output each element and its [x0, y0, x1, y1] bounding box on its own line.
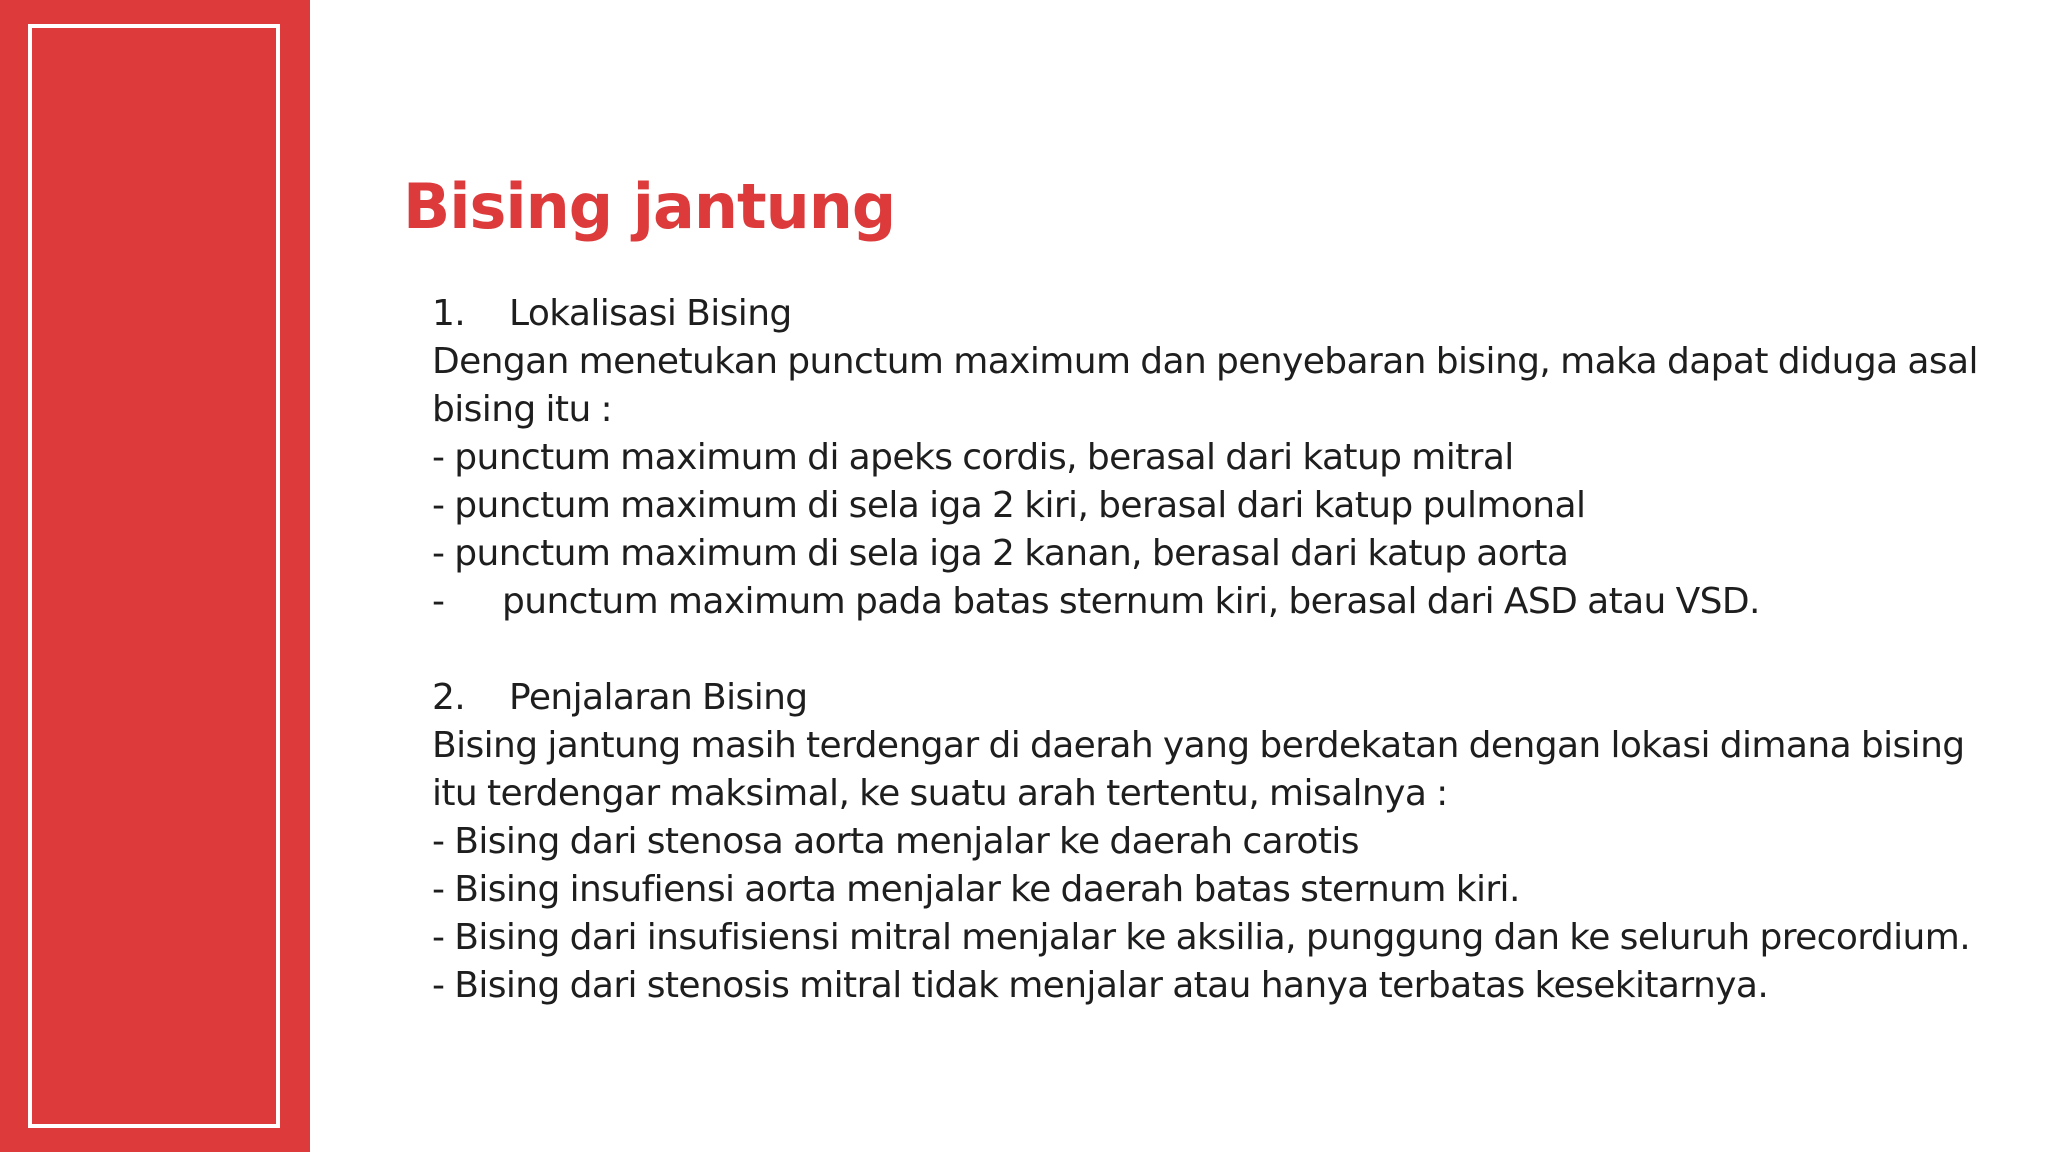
section-2-list-item: - Bising dari insufisiensi mitral menjalar ke aksilia, punggung dan ke seluruh precordium. [432, 917, 1971, 958]
section-1-number: 1. [432, 293, 466, 334]
section-1-list-item: - punctum maximum di sela iga 2 kiri, berasal dari katup pulmonal [432, 485, 1586, 526]
slide-body [432, 290, 1992, 1010]
list-dash: - [432, 581, 445, 622]
side-panel-frame [28, 24, 280, 1128]
section-spacer [432, 626, 1992, 674]
section-2-heading-text: Penjalaran Bising [509, 677, 808, 718]
slide-title: Bising jantung [403, 170, 896, 243]
section-1-list-item-last [432, 578, 1992, 626]
section-1-last-item-text: punctum maximum pada batas sternum kiri, berasal dari ASD atau VSD. [502, 581, 1760, 622]
section-2-number: 2. [432, 677, 466, 718]
section-1-intro-line-2: bising itu : [432, 389, 613, 430]
section-2-intro-line-2: itu terdengar maksimal, ke suatu arah tertentu, misalnya : [432, 773, 1448, 814]
section-2-list-item: - Bising dari stenosa aorta menjalar ke daerah carotis [432, 821, 1359, 862]
section-1-intro-line-1: Dengan menetukan punctum maximum dan penyebaran bising, maka dapat diduga asal [432, 341, 1978, 382]
section-1-list-item: - punctum maximum di sela iga 2 kanan, berasal dari katup aorta [432, 533, 1569, 574]
section-2-list-item: - Bising insufiensi aorta menjalar ke daerah batas sternum kiri. [432, 869, 1520, 910]
section-1-heading-text: Lokalisasi Bising [509, 293, 792, 334]
section-2-list-item: - Bising dari stenosis mitral tidak menjalar atau hanya terbatas kesekitarnya. [432, 965, 1769, 1006]
section-1-heading [432, 290, 1992, 338]
section-1-list-item: - punctum maximum di apeks cordis, berasal dari katup mitral [432, 437, 1514, 478]
section-2-intro-line-1: Bising jantung masih terdengar di daerah yang berdekatan dengan lokasi dimana bising [432, 725, 1965, 766]
section-2-heading [432, 674, 1992, 722]
side-accent-panel [0, 0, 310, 1152]
